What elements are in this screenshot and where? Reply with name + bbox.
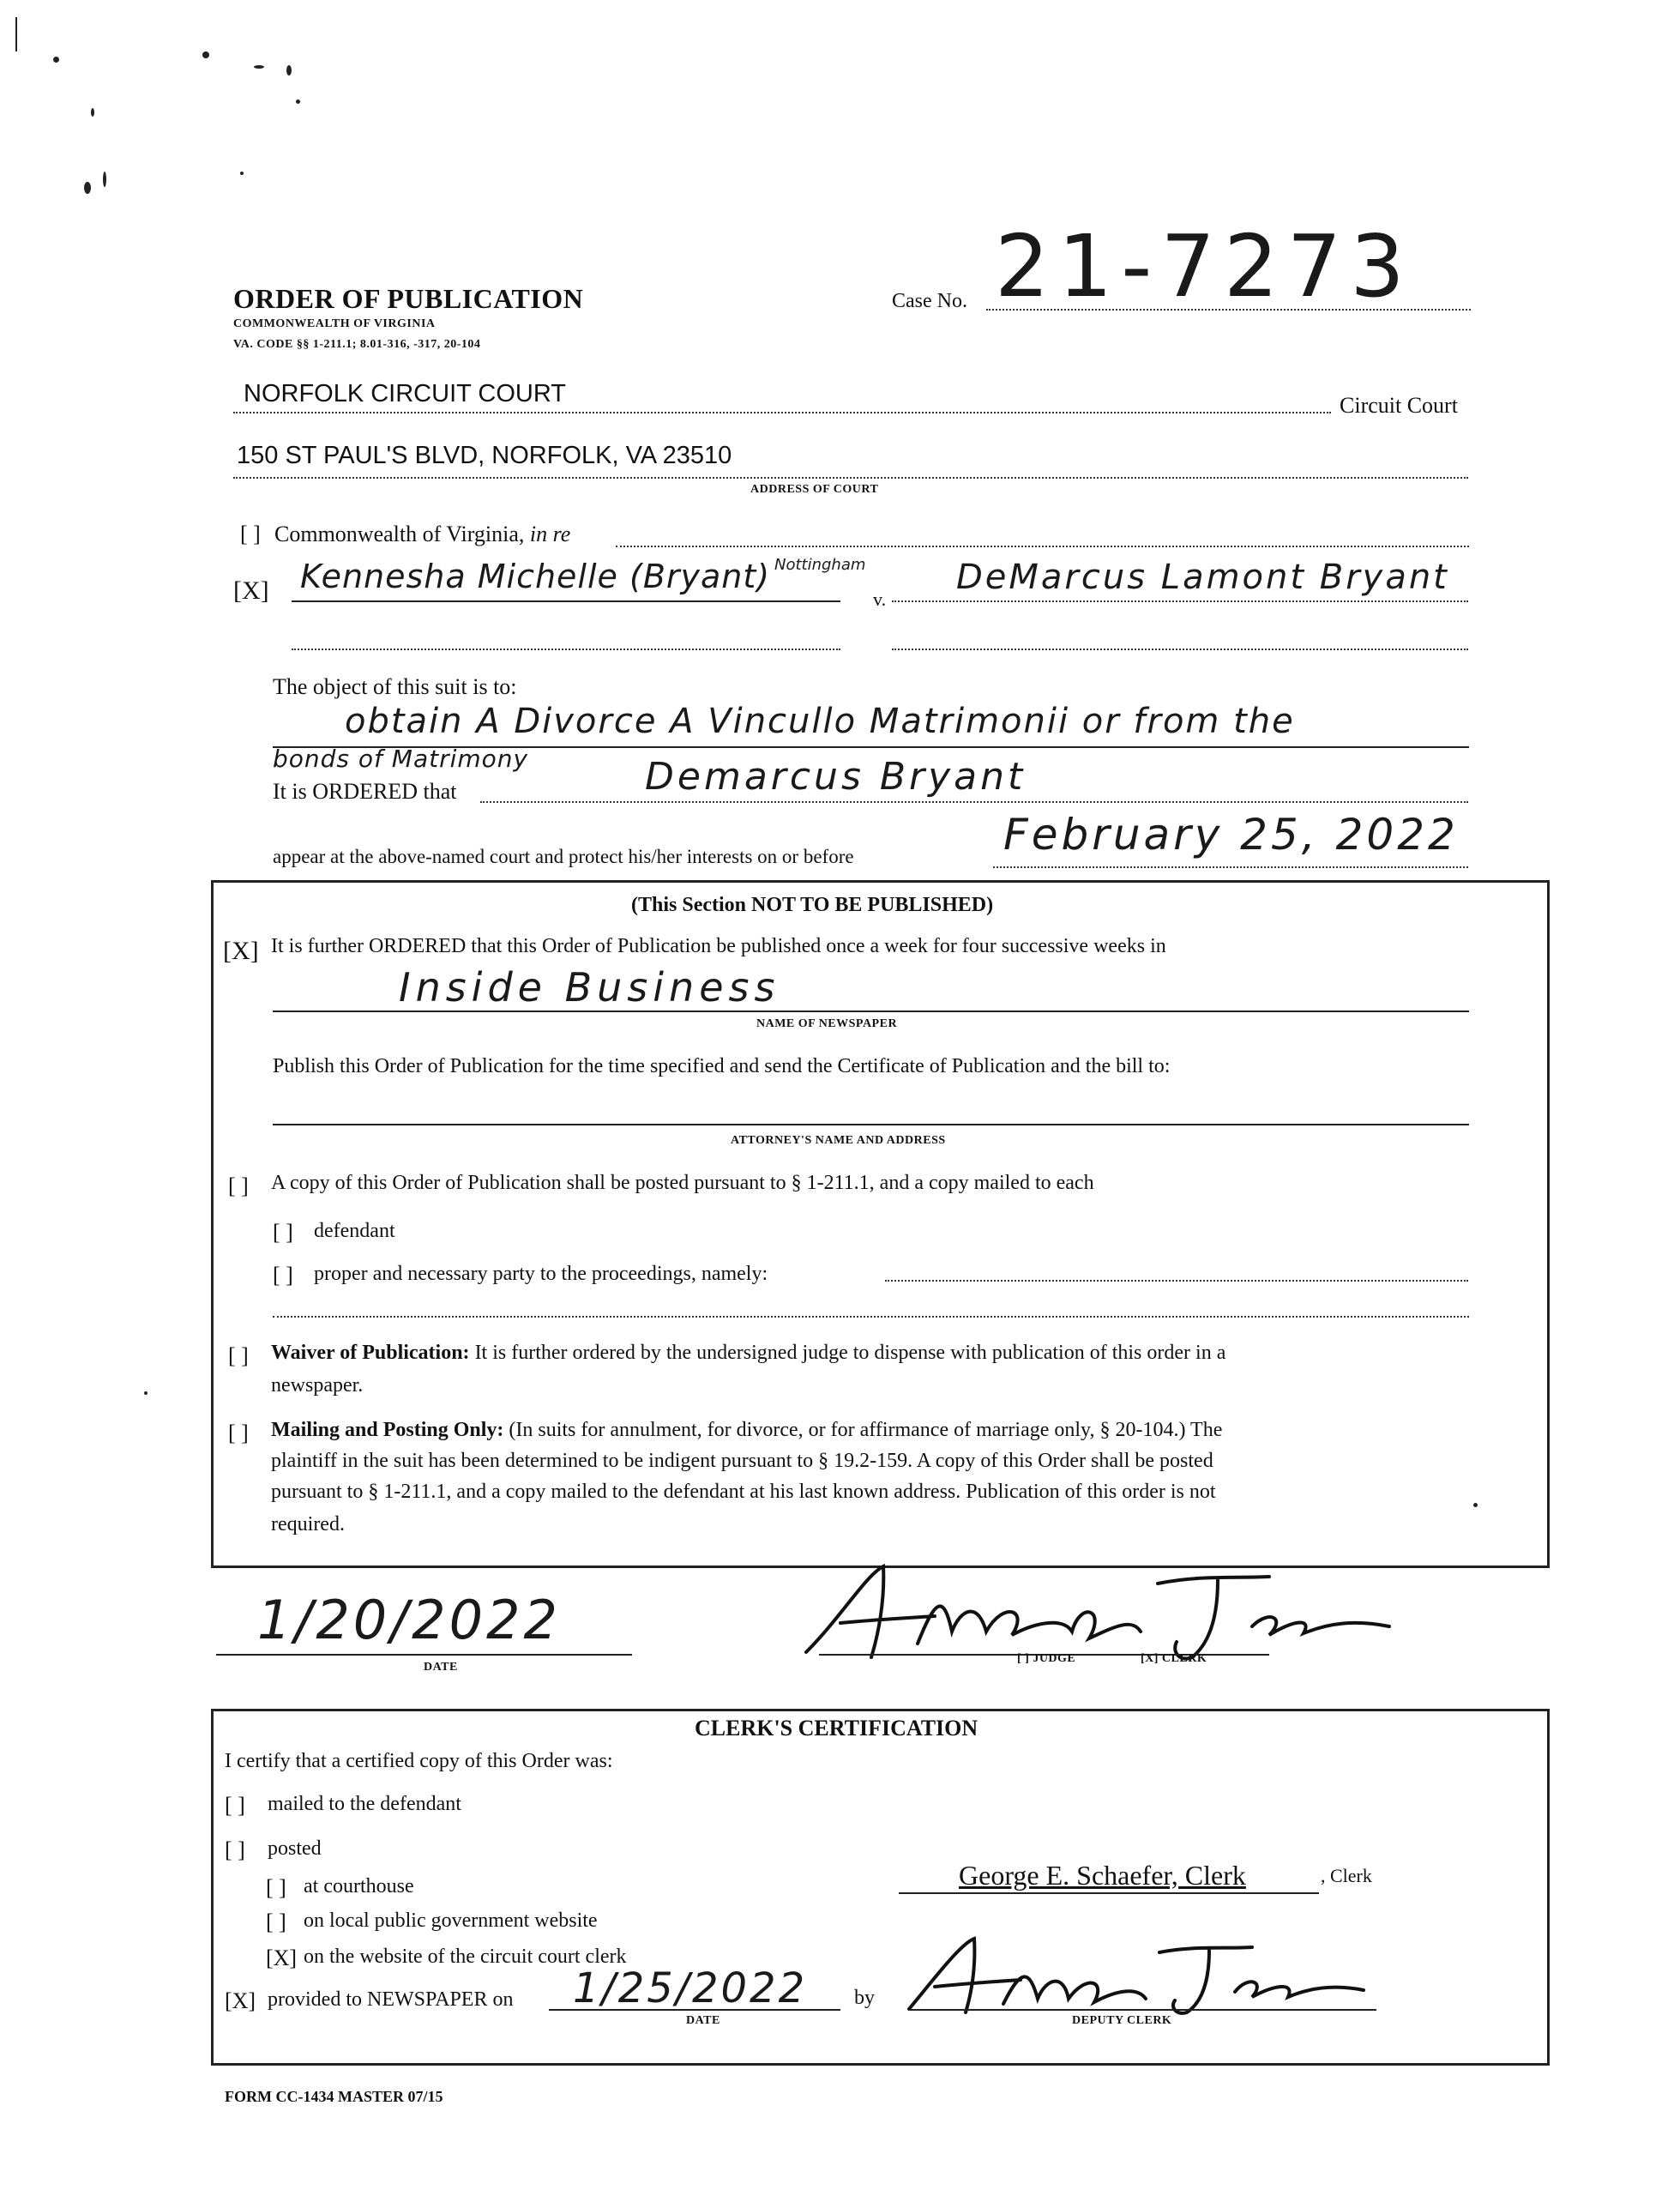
commonwealth-line bbox=[616, 546, 1469, 547]
form-subtitle: COMMONWEALTH OF VIRGINIA bbox=[233, 317, 436, 330]
appear-label: appear at the above-named court and protect his/her interests on or before bbox=[273, 846, 854, 867]
provided-date-line bbox=[549, 2009, 840, 2011]
newspaper-name: Inside Business bbox=[399, 964, 780, 1011]
clerk-suffix: , Clerk bbox=[1321, 1865, 1372, 1886]
judge-signature bbox=[789, 1549, 1406, 1669]
party-checkbox[interactable]: [ ] bbox=[273, 1263, 293, 1288]
provided-date-caption: DATE bbox=[686, 2014, 720, 2027]
versus-label: v. bbox=[873, 588, 887, 610]
certification-intro: I certify that a certified copy of this Order was: bbox=[225, 1750, 613, 1772]
object-line-1: obtain A Divorce A Vincullo Matrimonii or from the bbox=[345, 702, 1295, 741]
deputy-signature-line bbox=[909, 2009, 1376, 2011]
attorney-caption: ATTORNEY'S NAME AND ADDRESS bbox=[731, 1134, 946, 1147]
party-line-2 bbox=[273, 1316, 1469, 1318]
mailing-title: Mailing and Posting Only: bbox=[271, 1419, 504, 1441]
defendant-line-2 bbox=[892, 649, 1468, 650]
mailed-checkbox[interactable]: [ ] bbox=[225, 1793, 245, 1818]
court-address: 150 ST PAUL'S BLVD, NORFOLK, VA 23510 bbox=[237, 442, 732, 469]
further-text: It is further ORDERED that this Order of Publication be published once a week for four successive weeks in bbox=[271, 935, 1166, 957]
posted-checkbox[interactable]: [ ] bbox=[225, 1837, 245, 1862]
party-line bbox=[885, 1280, 1468, 1282]
va-code: VA. CODE §§ 1-211.1; 8.01-316, -317, 20-104 bbox=[233, 338, 481, 351]
attorney-line bbox=[273, 1124, 1469, 1125]
mailing-line-2: plaintiff in the suit has been determined to be indigent pursuant to § 19.2-159. A copy of this Order shall be posted bbox=[271, 1450, 1213, 1472]
commonwealth-checkbox[interactable]: [ ] bbox=[240, 522, 261, 546]
appear-line bbox=[993, 866, 1468, 868]
in-re-text: in re bbox=[529, 522, 571, 546]
deputy-signature bbox=[892, 1927, 1372, 2021]
mailing-line-4: required. bbox=[271, 1513, 345, 1535]
mailed-text: mailed to the defendant bbox=[268, 1793, 461, 1815]
signature-date-line bbox=[216, 1654, 632, 1656]
clerk-name: George E. Schaefer, Clerk bbox=[959, 1860, 1246, 1891]
provided-date: 1/25/2022 bbox=[573, 1964, 808, 2012]
appear-date: February 25, 2022 bbox=[1003, 810, 1459, 860]
further-checkbox[interactable]: [X] bbox=[223, 937, 259, 965]
plaintiff-line-2 bbox=[292, 649, 840, 650]
plaintiff-note: Nottingham bbox=[774, 556, 866, 574]
mailing-body-1: (In suits for annulment, for divorce, or for affirmance of marriage only, § 20-104.) The bbox=[509, 1419, 1223, 1441]
party-text: proper and necessary party to the proceedings, namely: bbox=[314, 1263, 768, 1285]
copy-text: A copy of this Order of Publication shall be posted pursuant to § 1-211.1, and a copy mailed to each bbox=[271, 1172, 1094, 1194]
copy-checkbox[interactable]: [ ] bbox=[228, 1173, 249, 1198]
local-website-text: on local public government website bbox=[304, 1909, 598, 1932]
waiver-title: Waiver of Publication: bbox=[271, 1342, 470, 1364]
court-address-line bbox=[233, 477, 1468, 479]
deputy-caption: DEPUTY CLERK bbox=[1072, 2014, 1172, 2027]
circuit-court-suffix: Circuit Court bbox=[1340, 393, 1458, 418]
form-title: ORDER OF PUBLICATION bbox=[233, 283, 584, 314]
mailing-line-1 bbox=[271, 1419, 1222, 1442]
courthouse-text: at courthouse bbox=[304, 1875, 414, 1897]
waiver-line-2: newspaper. bbox=[271, 1374, 364, 1397]
court-name: NORFOLK CIRCUIT COURT bbox=[244, 380, 566, 407]
publish-text: Publish this Order of Publication for the time specified and send the Certificate of Publication and the bill to: bbox=[273, 1055, 1171, 1077]
newspaper-checkbox[interactable]: [X] bbox=[225, 1988, 256, 2013]
defendant-checkbox[interactable]: [ ] bbox=[273, 1220, 293, 1245]
courthouse-checkbox[interactable]: [ ] bbox=[266, 1875, 286, 1900]
signature-date-caption: DATE bbox=[424, 1661, 458, 1674]
clerk-website-checkbox[interactable]: [X] bbox=[266, 1946, 298, 1970]
defendant-text: defendant bbox=[314, 1220, 395, 1242]
section-title-text: (This Section NOT TO BE PUBLISHED) bbox=[631, 894, 994, 916]
form-id: FORM CC-1434 MASTER 07/15 bbox=[225, 2088, 443, 2105]
judge-option[interactable]: [ ] JUDGE bbox=[1017, 1652, 1076, 1665]
clerk-website-text: on the website of the circuit court clerk bbox=[304, 1946, 627, 1968]
case-number-label: Case No. bbox=[892, 290, 967, 312]
waiver-body: It is further ordered by the undersigned judge to dispense with publication of this order in a bbox=[474, 1342, 1226, 1364]
plaintiff-name: Kennesha Michelle (Bryant) bbox=[300, 558, 771, 595]
case-number-value: 21-7273 bbox=[995, 216, 1413, 317]
by-label: by bbox=[854, 1987, 875, 2009]
clerk-name-line bbox=[899, 1892, 1319, 1894]
object-label: The object of this suit is to: bbox=[273, 674, 517, 699]
plaintiff-line bbox=[292, 600, 840, 602]
provided-text: provided to NEWSPAPER on bbox=[268, 1988, 514, 2011]
commonwealth-label bbox=[274, 522, 570, 547]
section-title bbox=[631, 894, 993, 917]
local-website-checkbox[interactable]: [ ] bbox=[266, 1909, 286, 1934]
object-line-2: bonds of Matrimony bbox=[273, 745, 529, 773]
signature-date: 1/20/2022 bbox=[257, 1589, 561, 1651]
parties-checkbox[interactable]: [X] bbox=[233, 576, 269, 605]
posted-text: posted bbox=[268, 1837, 322, 1860]
waiver-checkbox[interactable]: [ ] bbox=[228, 1343, 249, 1368]
commonwealth-text: Commonwealth of Virginia, bbox=[274, 522, 525, 546]
certification-title: CLERK'S CERTIFICATION bbox=[695, 1716, 978, 1741]
ordered-name: Demarcus Bryant bbox=[645, 755, 1027, 799]
clerk-option[interactable]: [X] CLERK bbox=[1141, 1652, 1207, 1665]
waiver-line-1 bbox=[271, 1342, 1225, 1365]
mailing-line-3: pursuant to § 1-211.1, and a copy mailed to the defendant at his last known address. Publication of this order is not bbox=[271, 1481, 1216, 1503]
mailing-checkbox[interactable]: [ ] bbox=[228, 1421, 249, 1445]
newspaper-caption: NAME OF NEWSPAPER bbox=[756, 1017, 898, 1030]
defendant-name: DeMarcus Lamont Bryant bbox=[956, 558, 1449, 597]
newspaper-line bbox=[273, 1011, 1469, 1012]
defendant-line bbox=[892, 600, 1468, 602]
ordered-label: It is ORDERED that bbox=[273, 779, 457, 804]
address-caption: ADDRESS OF COURT bbox=[750, 483, 879, 496]
ordered-line bbox=[480, 801, 1468, 803]
court-name-line bbox=[233, 412, 1331, 413]
